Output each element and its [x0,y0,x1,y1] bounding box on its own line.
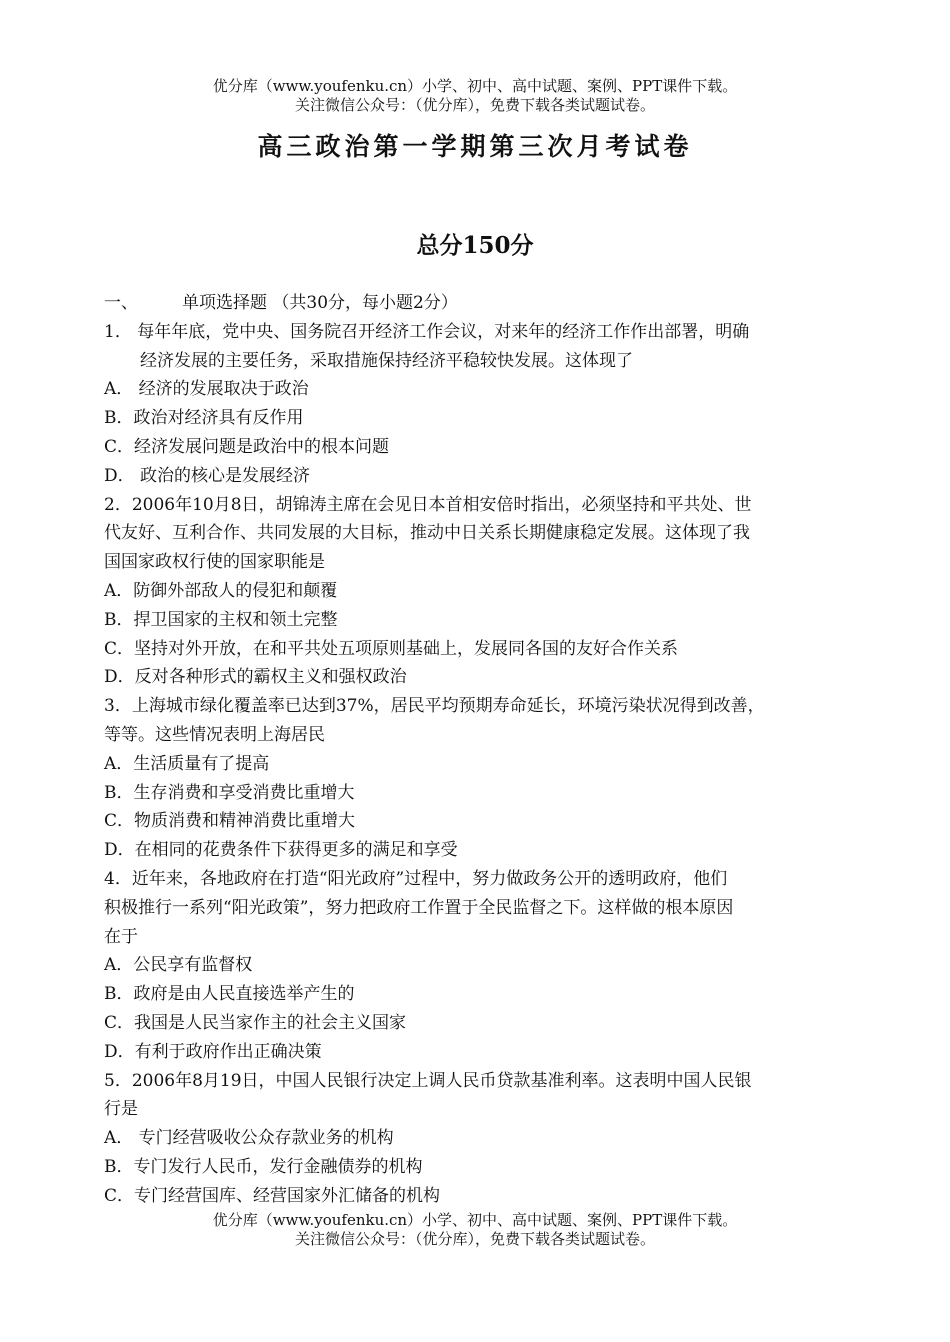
option-c: C．专门经营国库、经营国家外汇储备的机构 [104,1185,441,1206]
question-stem-line: 经济发展的主要任务，采取措施保持经济平稳较快发展。这体现了 [140,350,633,371]
section-number: 一、 [104,293,138,313]
question-5 [104,1067,864,1211]
header-line-2: 关注微信公众号：（优分库），免费下载各类试题试卷。 [294,96,655,114]
option-d: D． 政治的核心是发展经济 [104,465,311,486]
question-stem-line: 积极推行一系列“阳光政策”，努力把政府工作置于全民监督之下。这样做的根本原因 [104,897,734,918]
exam-content [104,289,864,1211]
option-a: A．公民享有监督权 [104,955,253,976]
question-2 [104,491,864,693]
question-stem-line: 国国家政权行使的国家职能是 [104,552,325,573]
section-label: 单项选择题 （共30分，每小题2分） [182,293,458,313]
option-b: B．捍卫国家的主权和领土完整 [104,609,338,630]
question-stem-line: 5．2006年8月19日，中国人民银行决定上调人民币贷款基准利率。这表明中国人民银 [104,1070,752,1091]
question-stem-line: 代友好、互利合作、共同发展的大目标，推动中日关系长期健康稳定发展。这体现了我 [104,523,750,544]
question-stem-line: 1． 每年年底，党中央、国务院召开经济工作会议，对来年的经济工作作出部署，明确 [104,321,750,342]
question-stem-line: 行是 [104,1099,138,1120]
section-heading [104,289,864,318]
footer-line-2: 关注微信公众号：（优分库），免费下载各类试题试卷。 [294,1230,655,1248]
question-stem-line: 4．近年来，各地政府在打造“阳光政府”过程中，努力做政务公开的透明政府，他们 [104,868,728,889]
option-d: D．反对各种形式的霸权主义和强权政治 [104,667,407,688]
question-4 [104,865,864,1067]
option-b: B．生存消费和享受消费比重增大 [104,782,355,803]
total-score: 总分150分 [416,232,534,259]
option-d: D．有利于政府作出正确决策 [104,1041,322,1062]
option-c: C．我国是人民当家作主的社会主义国家 [104,1012,407,1033]
option-b: B．政治对经济具有反作用 [104,408,304,429]
question-3 [104,692,864,865]
option-c: C．坚持对外开放，在和平共处五项原则基础上，发展同各国的友好合作关系 [104,638,679,659]
option-c: C．经济发展问题是政治中的根本问题 [104,436,390,457]
option-c: C．物质消费和精神消费比重增大 [104,811,356,832]
page-footer [0,1211,950,1249]
option-d: D．在相同的花费条件下获得更多的满足和享受 [104,840,458,861]
question-stem-line: 3．上海城市绿化覆盖率已达到37%，居民平均预期寿命延长，环境污染状况得到改善， [104,696,765,717]
option-a: A．防御外部敌人的侵犯和颠覆 [104,580,338,601]
page-header [0,77,950,115]
option-b: B．政府是由人民直接选举产生的 [104,984,355,1005]
header-line-1: 优分库（www.youfenku.cn）小学、初中、高中试题、案例、PPT课件下载。 [212,77,738,95]
question-stem-line: 在于 [104,926,138,947]
question-stem-line: 等等。这些情况表明上海居民 [104,724,325,745]
option-a: A． 经济的发展取决于政治 [104,379,309,400]
exam-title: 高三政治第一学期第三次月考试卷 [257,132,693,161]
question-1 [104,318,864,491]
option-a: A．生活质量有了提高 [104,753,270,774]
option-a: A． 专门经营吸收公众存款业务的机构 [104,1128,394,1149]
option-b: B．专门发行人民币，发行金融债券的机构 [104,1156,423,1177]
question-stem-line: 2．2006年10月8日，胡锦涛主席在会见日本首相安倍时指出，必须坚持和平共处、世 [104,494,752,515]
footer-line-1: 优分库（www.youfenku.cn）小学、初中、高中试题、案例、PPT课件下载。 [212,1211,738,1229]
